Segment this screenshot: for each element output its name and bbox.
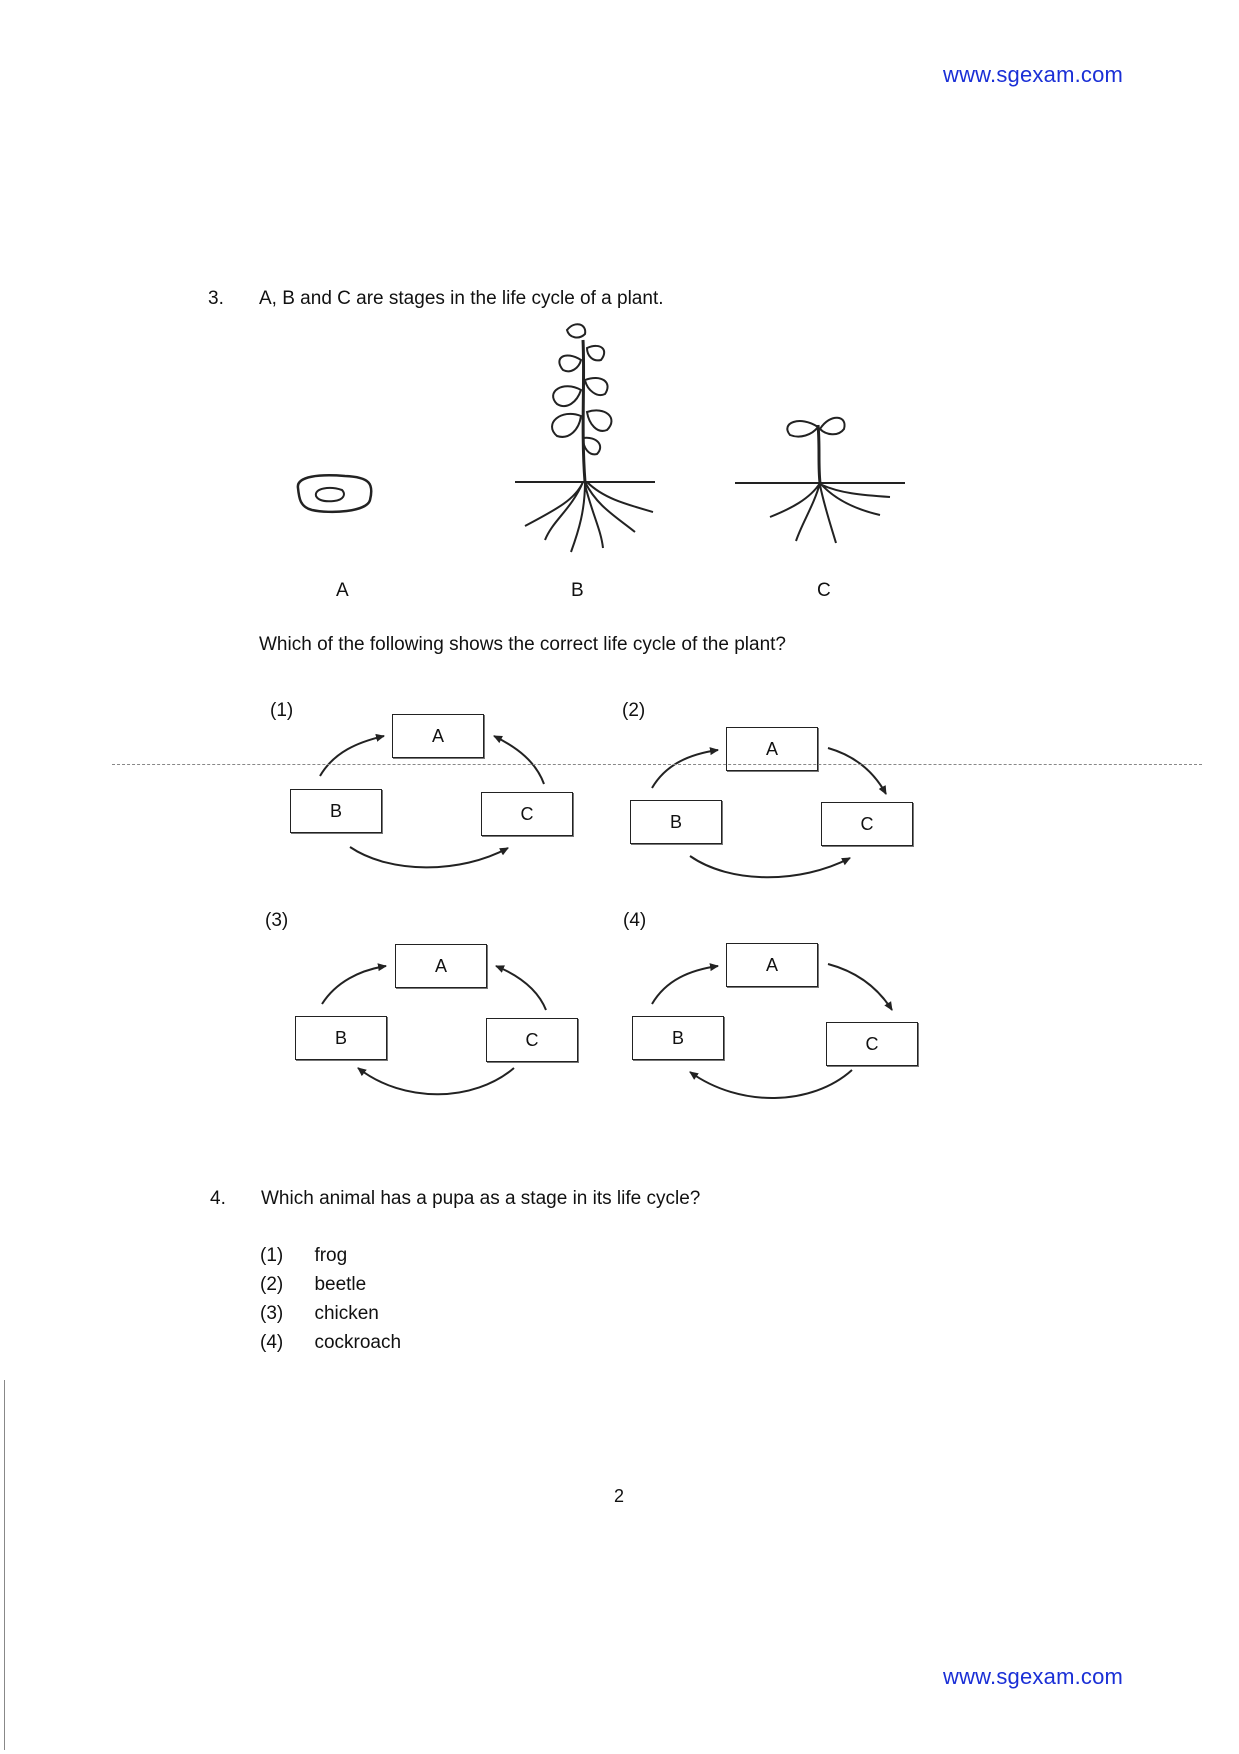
header-site-link[interactable]: www.sgexam.com [943,62,1124,87]
option-4-label: (4) [623,910,647,931]
q4-choice-1[interactable] [260,1245,347,1273]
option-4-box-c: C [826,1022,918,1066]
option-3-box-a: A [395,944,487,988]
option-2-box-a: A [726,727,818,771]
option-3-label: (3) [265,910,289,931]
option-4-box-a: A [726,943,818,987]
q3-prompt: Which of the following shows the correct life cycle of the plant? [259,634,786,655]
option-1-box-a: A [392,714,484,758]
q4-choice-1-text: frog [314,1245,348,1266]
option-1-label: (1) [270,700,294,721]
footer-site-link[interactable]: www.sgexam.com [943,1664,1124,1689]
option-3-box-b: B [295,1016,387,1060]
q4-number: 4. [210,1188,226,1209]
option-1-box-c: C [481,792,573,836]
option-2-label: (2) [622,700,646,721]
q4-choice-4-num: (4) [260,1332,284,1353]
q4-choice-1-num: (1) [260,1245,284,1266]
q4-choice-2-num: (2) [260,1274,284,1295]
scan-margin-line [4,1380,5,1750]
q4-choice-3-text: chicken [314,1303,379,1324]
page-number: 2 [614,1486,625,1506]
q4-choice-4-text: cockroach [314,1332,402,1353]
stage-label-a: A [336,580,349,601]
q4-choice-3[interactable] [260,1303,379,1331]
q3-text: A, B and C are stages in the life cycle of a plant. [259,288,664,309]
q4-choice-4[interactable] [260,1332,401,1360]
stage-label-b: B [571,580,584,601]
q4-text: Which animal has a pupa as a stage in its life cycle? [261,1188,701,1209]
q4-choice-2[interactable] [260,1274,366,1302]
fold-dashed-line [112,764,1202,765]
option-4-box-b: B [632,1016,724,1060]
option-3-box-c: C [486,1018,578,1062]
q4-choice-3-num: (3) [260,1303,284,1324]
q3-number: 3. [208,288,224,309]
option-1-box-b: B [290,789,382,833]
option-2-box-c: C [821,802,913,846]
option-2-box-b: B [630,800,722,844]
stage-label-c: C [817,580,831,601]
q4-choice-2-text: beetle [314,1274,367,1295]
